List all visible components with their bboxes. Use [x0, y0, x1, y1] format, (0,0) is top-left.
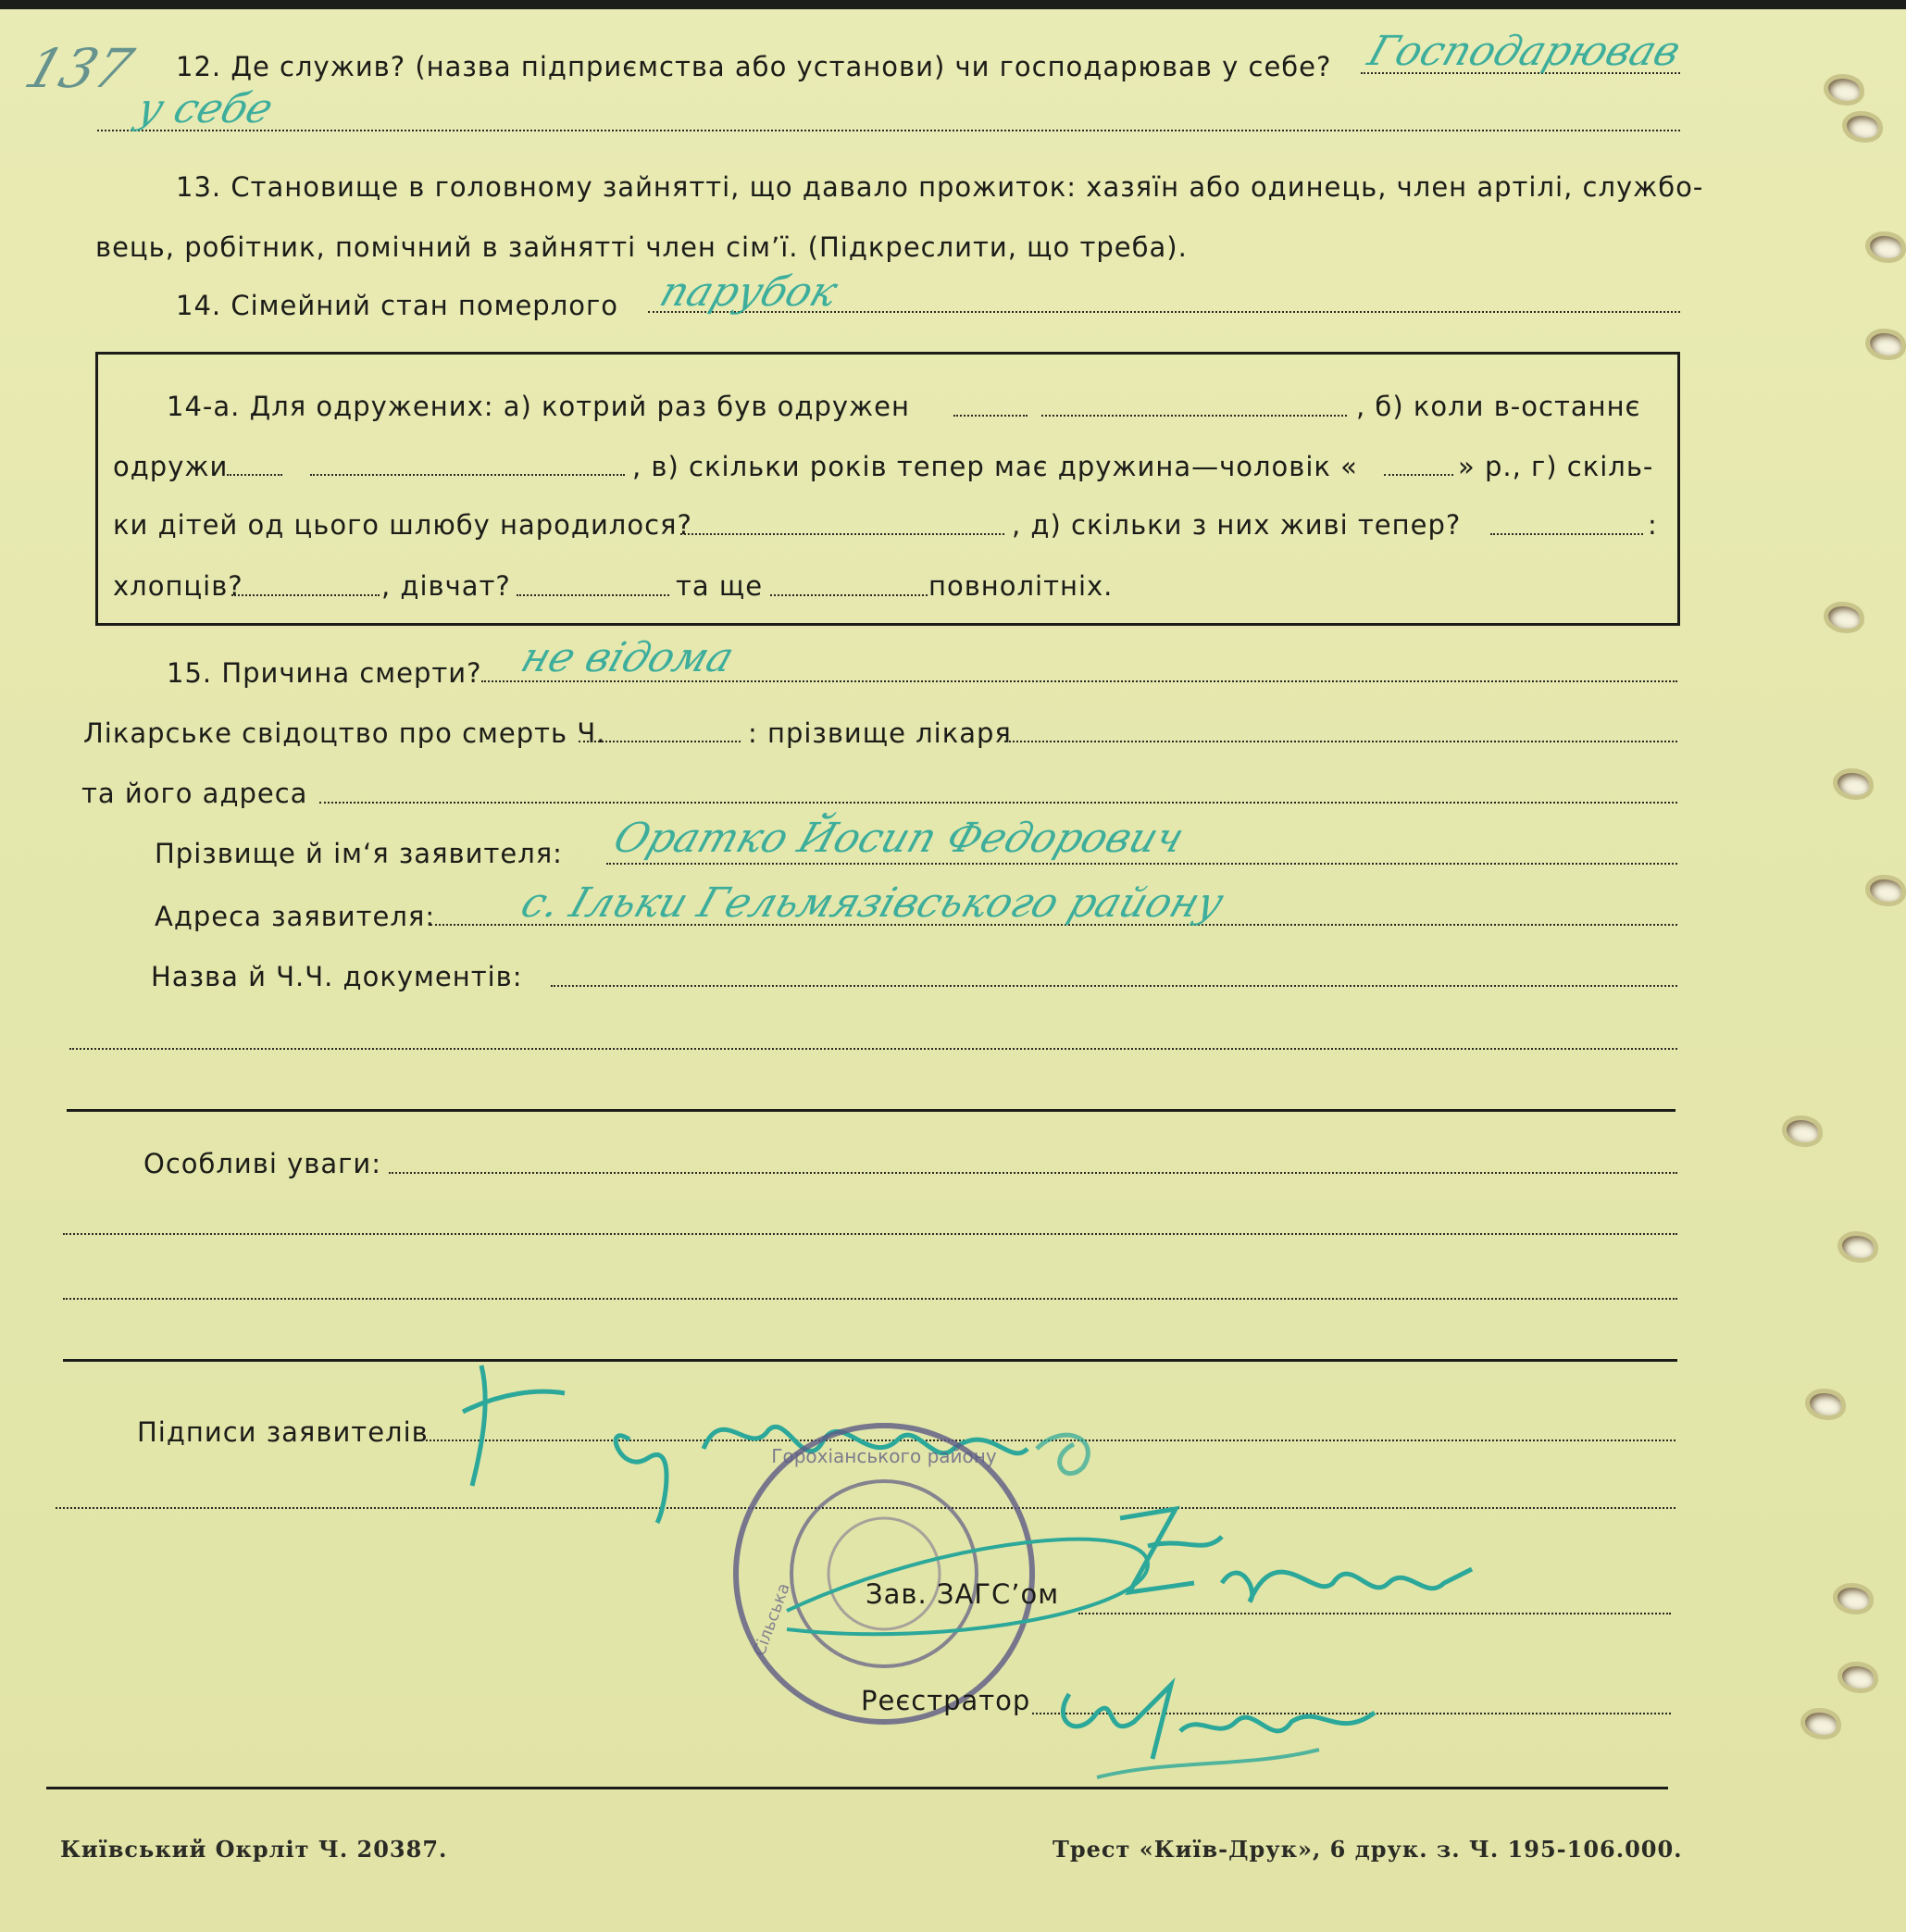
q14a-blank — [1384, 474, 1453, 476]
binding-hole — [1870, 879, 1901, 902]
q15-answer: не відома — [515, 634, 741, 681]
q12-answer-cont: у себе — [131, 85, 280, 132]
applicant-name: Оратко Йосип Федорович — [607, 815, 1190, 862]
documents-line-2 — [69, 1048, 1677, 1050]
applicant-address: с. Ільки Гельмязівського району — [515, 879, 1230, 927]
q13-line1: 13. Становище в головному зайнятті, що давало прожиток: хазяїн або одинець, член артілі, службо- — [176, 171, 1704, 203]
q14-label: 14. Сімейний стан померлого — [176, 290, 618, 321]
notes-label: Особливі уваги: — [143, 1148, 382, 1179]
binding-hole — [1842, 1236, 1874, 1258]
q12-label: 12. Де служив? (назва підприємства або установи) чи господарював у себе? — [176, 51, 1332, 82]
applicant-signature-label: Підписи заявителів — [137, 1416, 429, 1448]
doctor-name-line — [1004, 741, 1677, 742]
q14a-line2: одружи — [113, 451, 229, 482]
q14a-line1: 14-а. Для одружених: а) котрий раз був одружен — [167, 391, 910, 422]
footer-right: Трест «Київ-Друк», 6 друк. з. Ч. 195-106.000. — [1053, 1836, 1683, 1863]
binding-hole — [1787, 1120, 1818, 1142]
binding-hole — [1828, 606, 1860, 629]
binding-hole — [1810, 1393, 1841, 1415]
applicant-name-label: Прізвище й ім‘я заявителя: — [155, 838, 563, 869]
binding-hole — [1837, 1588, 1869, 1610]
q14a-blank — [517, 594, 669, 596]
q14a-blank — [1490, 533, 1643, 535]
svg-text:Горохіанського району: Горохіанського району — [771, 1445, 997, 1467]
applicant-name-line — [606, 863, 1677, 865]
q14a-line3b: , д) скільки з них живі тепер? — [1012, 509, 1462, 541]
binding-hole — [1805, 1713, 1837, 1735]
registry-head-signature — [759, 1481, 1546, 1657]
q14a-blank — [310, 474, 625, 476]
registry-head-label: Зав. ЗАГС’ом — [866, 1578, 1060, 1610]
q14a-line4c: та ще — [676, 570, 764, 602]
q13-line2: вець, робітник, помічний в зайнятті член сім’ї. (Підкреслити, що треба). — [95, 231, 1188, 263]
registrar-signature — [1041, 1639, 1412, 1805]
q14a-line4d: повнолітніх. — [928, 570, 1114, 602]
doctor-address-label: та його адреса — [81, 778, 308, 809]
q14a-blank — [1041, 415, 1347, 417]
binding-hole — [1870, 236, 1901, 258]
scan-edge — [0, 0, 1906, 9]
doctor-name-label: : прізвище лікаря — [748, 717, 1012, 749]
q12-answer: Господарював — [1362, 28, 1687, 75]
binding-hole — [1870, 333, 1901, 355]
medical-cert-no-line — [579, 741, 741, 742]
margin-note: 137 — [17, 37, 141, 100]
q15-label: 15. Причина смерти? — [167, 657, 482, 689]
binding-hole — [1847, 116, 1878, 138]
doctor-address-line — [319, 802, 1677, 804]
notes-line-2 — [63, 1233, 1677, 1235]
binding-hole — [1842, 1666, 1874, 1689]
documents-label: Назва й Ч.Ч. документів: — [151, 961, 523, 992]
footer-divider — [46, 1787, 1668, 1789]
q14-answer: парубок — [654, 268, 844, 316]
q14a-blank — [227, 474, 282, 476]
applicant-address-label: Адреса заявителя: — [155, 901, 436, 932]
svg-text:Сільська: Сільська — [749, 1580, 794, 1659]
q14a-line3: ки дітей од цього шлюбу народилося? — [113, 509, 692, 541]
q14a-blank — [953, 415, 1028, 417]
q14a-blank — [231, 594, 380, 596]
documents-line — [551, 985, 1677, 987]
q14a-line2c: » р., г) скіль- — [1458, 451, 1654, 482]
q14a-blank — [770, 594, 928, 596]
q14a-line2b: , в) скільки років тепер має дружина—чоловік « — [632, 451, 1358, 482]
q14a-blank — [680, 533, 1004, 535]
registrar-label: Реєстратор — [861, 1685, 1031, 1716]
medical-cert-label: Лікарське свідоцтво про смерть Ч. — [83, 717, 606, 749]
footer-left: Київський Окрліт Ч. 20387. — [60, 1836, 448, 1863]
section-divider — [67, 1109, 1676, 1112]
binding-hole — [1828, 79, 1860, 101]
q14a-line4a: хлопців? — [113, 570, 243, 602]
notes-line-3 — [63, 1298, 1677, 1300]
q12-answer-line-2 — [97, 130, 1680, 131]
q14a-line3c: : — [1648, 509, 1658, 541]
binding-hole — [1837, 773, 1869, 795]
q14a-line4b: , дівчат? — [381, 570, 511, 602]
q14a-line1b: , б) коли в-останнє — [1356, 391, 1641, 422]
notes-line — [389, 1172, 1677, 1174]
